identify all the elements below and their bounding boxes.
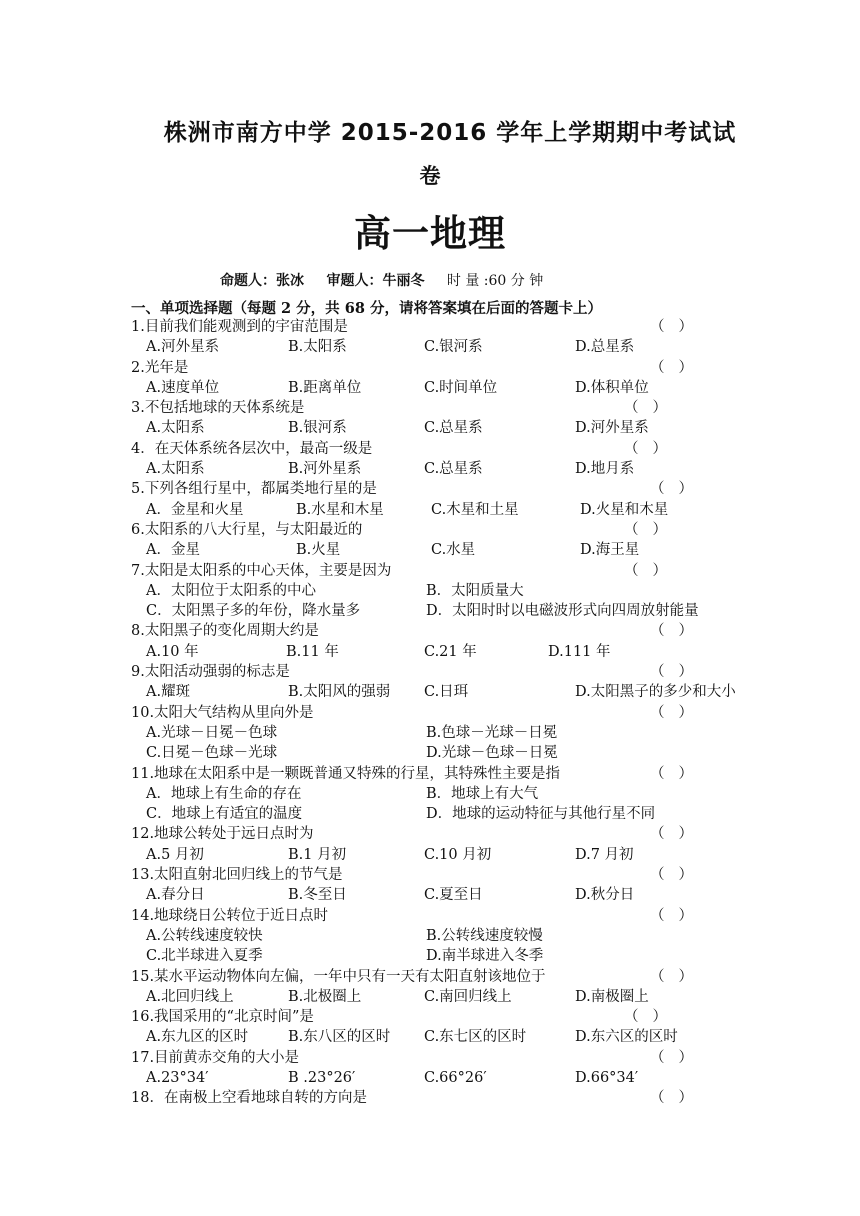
answer-option[interactable]: C.木星和土星 [431, 501, 519, 518]
answer-option[interactable]: C.时间单位 [424, 379, 498, 396]
question-row [0, 824, 860, 844]
answer-option[interactable]: A．金星和火星 [146, 501, 244, 518]
answer-option[interactable]: A.北回归线上 [146, 988, 234, 1005]
answer-option[interactable]: A．地球上有生命的存在 [146, 785, 302, 802]
answer-paren: （） [650, 968, 707, 985]
question-row [0, 317, 860, 337]
question-text: 3.不包括地球的天体系统是 [131, 400, 305, 417]
option-row [0, 926, 860, 946]
option-row [0, 500, 860, 520]
question-row [0, 906, 860, 926]
question-row [0, 479, 860, 499]
answer-paren: （） [624, 1009, 681, 1026]
option-row [0, 804, 860, 824]
answer-option[interactable]: B .23°26′ [288, 1069, 356, 1086]
option-row [0, 418, 860, 438]
answer-paren: （） [650, 1090, 707, 1107]
answer-option[interactable]: A．金星 [146, 542, 200, 559]
option-row [0, 459, 860, 479]
question-row [0, 520, 860, 540]
question-text: 9.太阳活动强弱的标志是 [131, 664, 290, 681]
answer-option[interactable]: D.南半球进入冬季 [426, 948, 544, 965]
answer-option[interactable]: B.冬至日 [288, 887, 347, 904]
question-text: 13.太阳直射北回归线上的节气是 [131, 867, 343, 884]
answer-option[interactable]: B.东八区的区时 [288, 1029, 391, 1046]
question-row [0, 865, 860, 885]
answer-paren: （） [624, 562, 681, 579]
answer-option[interactable]: D.光球－色球－日冕 [426, 745, 558, 762]
answer-option[interactable]: D.体积单位 [575, 379, 649, 396]
question-text: 6.太阳系的八大行星，与太阳最近的 [131, 521, 363, 538]
answer-option[interactable]: A.公转线速度较快 [146, 927, 263, 944]
answer-paren: （） [650, 1049, 707, 1066]
answer-option[interactable]: D．地球的运动特征与其他行星不同 [426, 806, 656, 823]
answer-option[interactable]: D.河外星系 [575, 420, 649, 437]
answer-paren: （） [650, 623, 707, 640]
answer-option[interactable]: D.东六区的区时 [575, 1029, 678, 1046]
option-row [0, 682, 860, 702]
answer-option[interactable]: C.66°26′ [424, 1069, 487, 1086]
question-row [0, 703, 860, 723]
option-row [0, 723, 860, 743]
option-row [0, 885, 860, 905]
answer-option[interactable]: B.太阳风的强弱 [288, 684, 391, 701]
option-row [0, 946, 860, 966]
answer-option[interactable]: A.23°34′ [146, 1069, 209, 1086]
option-row [0, 743, 860, 763]
question-list [0, 317, 860, 1109]
option-row [0, 1068, 860, 1088]
answer-option[interactable]: A.耀斑 [146, 684, 191, 701]
answer-paren: （） [624, 400, 681, 417]
question-text: 15.某水平运动物体向左偏，一年中只有一天有太阳直射该地位于 [131, 968, 546, 985]
answer-option[interactable]: A.速度单位 [146, 379, 220, 396]
answer-option[interactable]: D．太阳时时以电磁波形式向四周放射能量 [426, 603, 699, 620]
answer-paren: （） [650, 359, 707, 376]
author-label: 命题人：张冰 [220, 273, 304, 289]
time-label: 时 量 :60 分 钟 [446, 273, 544, 289]
answer-option[interactable]: B．地球上有大气 [426, 785, 539, 802]
question-text: 4．在天体系统各层次中，最高一级是 [131, 440, 373, 457]
question-text: 8.太阳黑子的变化周期大约是 [131, 623, 319, 640]
answer-option[interactable]: B.北极圈上 [288, 988, 362, 1005]
answer-option[interactable]: B.河外星系 [288, 461, 362, 478]
reviewer-label: 审题人：牛丽冬 [326, 273, 425, 289]
question-row [0, 398, 860, 418]
answer-paren: （） [650, 765, 707, 782]
question-row [0, 967, 860, 987]
question-row [0, 1088, 860, 1108]
answer-paren: （） [624, 440, 681, 457]
exam-meta [220, 270, 561, 290]
option-row [0, 987, 860, 1007]
answer-paren: （） [650, 481, 707, 498]
option-row [0, 601, 860, 621]
option-row [0, 581, 860, 601]
answer-option[interactable]: B.11 年 [286, 643, 339, 660]
option-row [0, 378, 860, 398]
answer-option[interactable]: C.银河系 [424, 339, 483, 356]
answer-option[interactable]: A.春分日 [146, 887, 205, 904]
exam-title-line-2: 卷 [419, 164, 441, 188]
answer-option[interactable]: B.距离单位 [288, 379, 362, 396]
question-row [0, 1048, 860, 1068]
answer-option[interactable]: B.1 月初 [288, 846, 347, 863]
question-row [0, 764, 860, 784]
answer-paren: （） [650, 826, 707, 843]
option-row [0, 642, 860, 662]
answer-paren: （） [624, 521, 681, 538]
question-text: 1.目前我们能观测到的宇宙范围是 [131, 319, 348, 335]
answer-paren: （） [650, 704, 707, 721]
answer-option[interactable]: D.南极圈上 [575, 988, 649, 1005]
answer-option[interactable]: A.太阳系 [146, 461, 205, 478]
answer-option[interactable]: D.地月系 [575, 461, 635, 478]
option-row [0, 337, 860, 357]
answer-option[interactable]: C.日珥 [424, 684, 469, 701]
question-text: 2.光年是 [131, 359, 189, 376]
answer-option[interactable]: B.银河系 [288, 420, 347, 437]
answer-option[interactable]: D.总星系 [575, 339, 635, 356]
answer-option[interactable]: D.66°34′ [575, 1069, 639, 1086]
question-text: 16.我国采用的“北京时间”是 [131, 1009, 314, 1026]
question-text: 18．在南极上空看地球自转的方向是 [131, 1090, 367, 1107]
question-text: 14.地球绕日公转位于近日点时 [131, 907, 329, 924]
answer-option[interactable]: C.21 年 [424, 643, 477, 660]
question-text: 10.太阳大气结构从里向外是 [131, 704, 314, 721]
option-row [0, 1027, 860, 1047]
answer-option[interactable]: A.10 年 [146, 643, 199, 660]
exam-title-line-1: 株洲市南方中学 2015-2016 学年上学期期中考试试 [163, 120, 737, 146]
answer-paren: （） [650, 907, 707, 924]
answer-option[interactable]: C.北半球进入夏季 [146, 948, 263, 965]
answer-option[interactable]: D.海王星 [580, 542, 640, 559]
question-row [0, 662, 860, 682]
answer-option[interactable]: C.水星 [431, 542, 476, 559]
question-text: 17.目前黄赤交角的大小是 [131, 1049, 300, 1066]
answer-option[interactable]: C．地球上有适宜的温度 [146, 806, 303, 823]
subject-title: 高一地理 [354, 212, 506, 255]
option-row [0, 540, 860, 560]
question-row [0, 561, 860, 581]
answer-option[interactable]: D.火星和木星 [580, 501, 669, 518]
answer-option[interactable]: D.111 年 [548, 643, 611, 660]
question-row [0, 439, 860, 459]
answer-option[interactable]: B.公转线速度较慢 [426, 927, 543, 944]
answer-option[interactable]: C.南回归线上 [424, 988, 512, 1005]
question-row [0, 621, 860, 641]
answer-option[interactable]: D.7 月初 [575, 846, 634, 863]
answer-option[interactable]: B.色球－光球－日冕 [426, 724, 558, 741]
answer-option[interactable]: A.东九区的区时 [146, 1029, 249, 1046]
question-text: 7.太阳是太阳系的中心天体，主要是因为 [131, 562, 392, 579]
answer-option[interactable]: C.夏至日 [424, 887, 483, 904]
answer-option[interactable]: D.秋分日 [575, 887, 635, 904]
section-heading: 一、单项选择题（每题 2 分，共 68 分，请将答案填在后面的答题卡上） [131, 300, 602, 317]
question-text: 5.下列各组行星中，都属类地行星的是 [131, 481, 377, 498]
answer-option[interactable]: B.水星和木星 [296, 501, 384, 518]
answer-option[interactable]: B．太阳质量大 [426, 582, 524, 599]
answer-option[interactable]: C.东七区的区时 [424, 1029, 527, 1046]
answer-paren: （） [650, 319, 707, 335]
question-text: 12.地球公转处于远日点时为 [131, 826, 314, 843]
answer-option[interactable]: C．太阳黑子多的年份，降水量多 [146, 603, 361, 620]
answer-option[interactable]: B.火星 [296, 542, 341, 559]
answer-option[interactable]: C.10 月初 [424, 846, 492, 863]
answer-option[interactable]: A.5 月初 [146, 846, 204, 863]
answer-option[interactable]: A.太阳系 [146, 420, 205, 437]
answer-paren: （） [650, 867, 707, 884]
option-row [0, 845, 860, 865]
question-row [0, 358, 860, 378]
answer-option[interactable]: A.光球－日冕－色球 [146, 724, 278, 741]
question-text: 11.地球在太阳系中是一颗既普通又特殊的行星，其特殊性主要是指 [131, 765, 561, 782]
option-row [0, 784, 860, 804]
answer-option[interactable]: A.河外星系 [146, 339, 220, 356]
question-row [0, 1007, 860, 1027]
answer-paren: （） [650, 664, 707, 681]
answer-option[interactable]: A．太阳位于太阳系的中心 [146, 582, 316, 599]
answer-option[interactable]: C.总星系 [424, 420, 483, 437]
answer-option[interactable]: D.太阳黑子的多少和大小 [575, 684, 736, 701]
answer-option[interactable]: C.日冕－色球－光球 [146, 745, 278, 762]
answer-option[interactable]: B.太阳系 [288, 339, 347, 356]
answer-option[interactable]: C.总星系 [424, 461, 483, 478]
